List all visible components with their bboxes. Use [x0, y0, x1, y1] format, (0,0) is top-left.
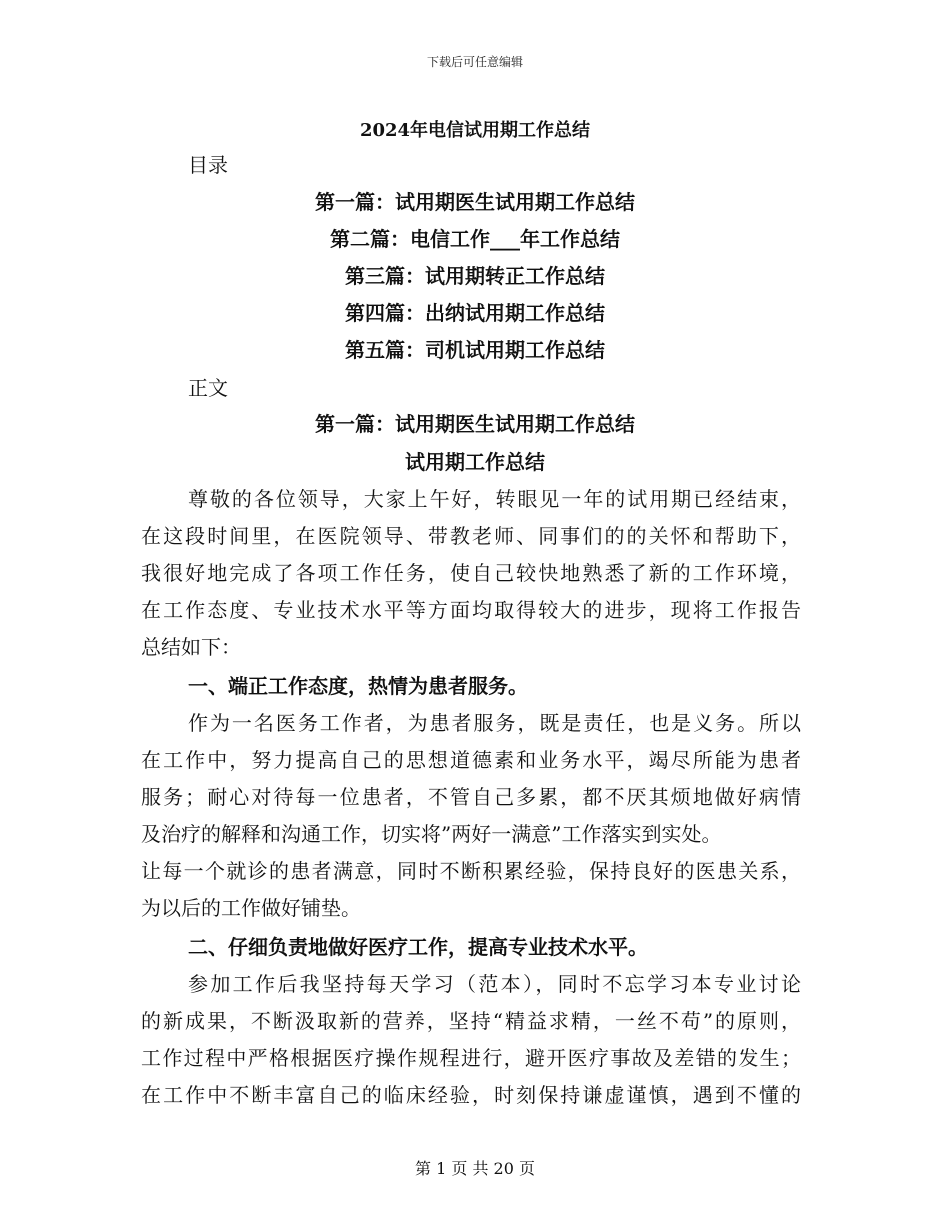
toc-item-1: 第一篇：试用期医生试用期工作总结 [315, 190, 635, 214]
section-2-line: 在工作中不断丰富自己的临床经验，时刻保持谦虚谨慎，遇到不懂的 [141, 1083, 801, 1107]
intro-line: 总结如下： [141, 635, 241, 659]
toc-item-5: 第五篇：司机试用期工作总结 [345, 338, 605, 362]
section-2-title: 二、仔细负责地做好医疗工作，提高专业技术水平。 [188, 935, 648, 959]
section-1-line: 服务；耐心对待每一位患者，不管自己多累，都不厌其烦地做好病情 [141, 785, 801, 809]
intro-line: 在这段时间里，在医院领导、带教老师、同事们的的关怀和帮助下， [141, 524, 801, 548]
section-1-line: 作为一名医务工作者，为患者服务，既是责任，也是义务。所以 [188, 711, 801, 735]
toc-item-2: 第二篇：电信工作___年工作总结 [330, 227, 620, 251]
intro-line: 尊敬的各位领导，大家上午好，转眼见一年的试用期已经结束， [188, 487, 801, 511]
section-1-line: 为以后的工作做好铺垫。 [141, 896, 361, 920]
section-1-title: 一、端正工作态度，热情为患者服务。 [188, 674, 528, 698]
document-title: 2024年电信试用期工作总结 [359, 120, 591, 141]
body-label: 正文 [188, 376, 228, 400]
page-header-note: 下载后可任意编辑 [426, 55, 523, 69]
section-1-line: 让每一个就诊的患者满意，同时不断积累经验，保持良好的医患关系， [141, 859, 801, 883]
intro-line: 我很好地完成了各项工作任务，使自己较快地熟悉了新的工作环境， [141, 561, 801, 585]
page-footer: 第 1 页 共 20 页 [415, 1159, 535, 1178]
sub-title: 试用期工作总结 [405, 450, 545, 474]
section-1-line: 在工作中，努力提高自己的思想道德素和业务水平，竭尽所能为患者 [141, 748, 801, 772]
intro-line: 在工作态度、专业技术水平等方面均取得较大的进步，现将工作报告 [141, 598, 801, 622]
section-2-line: 工作过程中严格根据医疗操作规程进行，避开医疗事故及差错的发生； [141, 1046, 801, 1070]
toc-item-4: 第四篇：出纳试用期工作总结 [345, 301, 605, 325]
section-1-line: 及治疗的解释和沟通工作，切实将”两好一满意”工作落实到实处。 [141, 822, 722, 846]
toc-label: 目录 [188, 153, 228, 177]
section-2-line: 参加工作后我坚持每天学习（范本），同时不忘学习本专业讨论 [188, 972, 801, 996]
section-2-line: 的新成果，不断汲取新的营养，坚持“精益求精，一丝不苟”的原则， [141, 1009, 801, 1033]
toc-item-3: 第三篇：试用期转正工作总结 [345, 264, 605, 288]
part-title: 第一篇：试用期医生试用期工作总结 [315, 412, 635, 436]
